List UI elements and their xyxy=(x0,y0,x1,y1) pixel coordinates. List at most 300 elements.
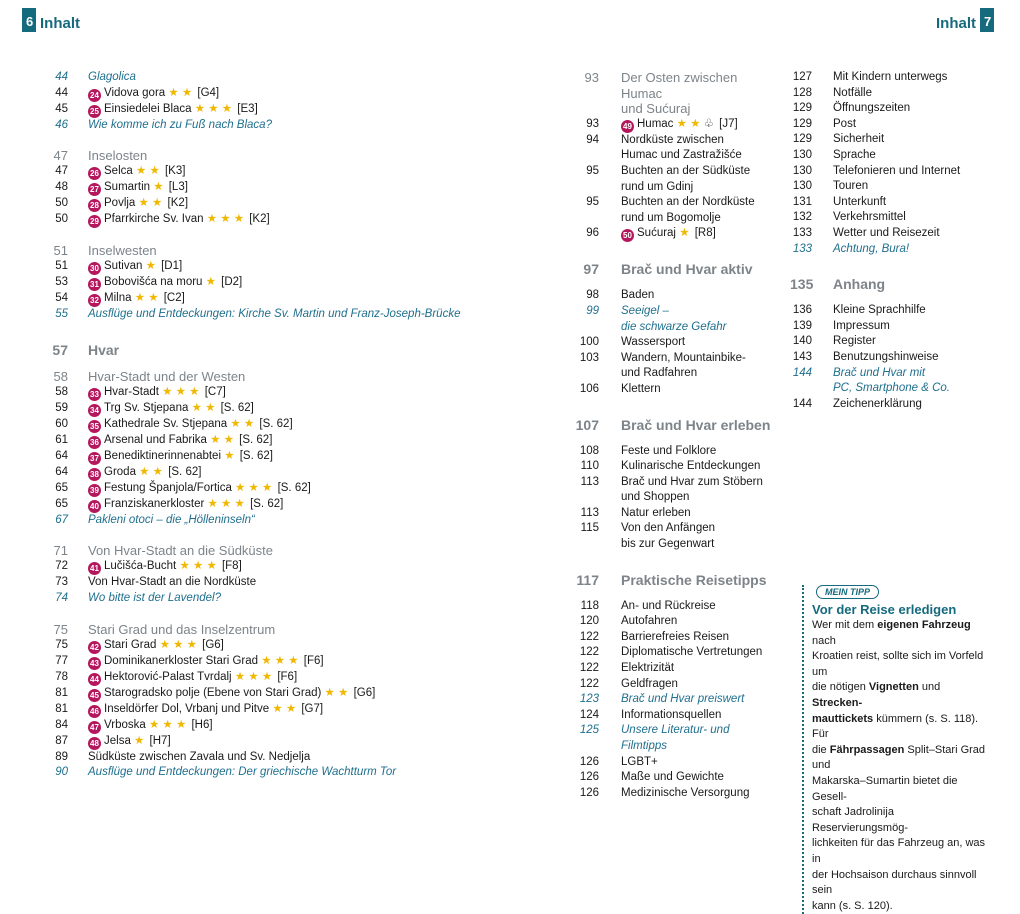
map-ref: [F8] xyxy=(218,560,242,573)
toc-entry xyxy=(575,226,775,242)
map-ref: [S. 62] xyxy=(235,433,273,446)
page-ref: 65 xyxy=(55,481,68,494)
entry-title xyxy=(88,654,532,670)
toc-entry xyxy=(52,686,532,702)
section-heading xyxy=(575,571,775,589)
tip-line: die Fährpassagen Split–Stari Grad und xyxy=(812,743,986,772)
entry-label: Pfarrkirche Sv. Ivan xyxy=(104,213,207,226)
toc-entry xyxy=(575,335,775,351)
entry-title xyxy=(88,385,532,401)
entry-label: Bobovišća na moru xyxy=(104,276,206,289)
page-ref: 143 xyxy=(792,350,812,363)
tip-title: Vor der Reise erledigen xyxy=(812,602,957,617)
page-ref: 133 xyxy=(792,242,812,255)
toc-entry xyxy=(790,350,990,366)
toc-entry xyxy=(790,334,990,350)
toc-entry xyxy=(575,101,775,117)
toc-entry xyxy=(575,320,775,336)
page-ref: 135 xyxy=(790,276,814,293)
entry-title: Brač und Hvar aktiv xyxy=(621,261,753,278)
toc-entry xyxy=(52,481,532,497)
poi-number-badge: 47 xyxy=(88,721,101,734)
tip-line: lichkeiten für das Fahrzeug an, was in xyxy=(812,837,986,865)
entry-title: PC, Smartphone & Co. xyxy=(833,382,950,395)
entry-title: Stari Grad und das Inselzentrum xyxy=(88,621,276,637)
page-ref: 122 xyxy=(579,677,599,690)
rating-stars: ★ ★ xyxy=(135,165,160,178)
toc-entry xyxy=(575,630,775,646)
page-ref: 72 xyxy=(55,560,68,573)
tip-line: kann (s. S. 120). xyxy=(812,899,893,912)
toc-entry xyxy=(575,304,775,320)
toc-entry xyxy=(52,401,532,417)
toc-entry xyxy=(575,677,775,693)
entry-title: Elektrizität xyxy=(621,662,675,675)
rating-stars: ★ ★ xyxy=(191,401,216,414)
section-heading xyxy=(790,275,990,293)
toc-entry xyxy=(52,702,532,718)
entry-title xyxy=(88,291,532,307)
page-ref: 46 xyxy=(55,118,68,131)
entry-label: Inseldörfer Dol, Vrbanj und Pitve xyxy=(104,702,273,715)
page-ref: 93 xyxy=(584,70,599,85)
page-ref: 126 xyxy=(579,771,599,784)
page-ref: 53 xyxy=(55,276,68,289)
toc-entry xyxy=(52,212,532,228)
page-ref: 54 xyxy=(55,292,68,305)
entry-title: Pakleni otoci – die „Hölleninseln“ xyxy=(88,513,255,526)
rating-stars: ★ xyxy=(145,260,156,273)
toc-entry xyxy=(52,243,532,259)
entry-title: rund um Gdinj xyxy=(621,180,694,193)
map-ref: [S. 62] xyxy=(165,465,202,478)
section-heading xyxy=(52,341,532,359)
page-ref: 94 xyxy=(586,133,599,146)
page-ref: 48 xyxy=(55,181,68,194)
page-ref xyxy=(575,537,599,553)
page-ref: 89 xyxy=(55,750,68,763)
map-ref: [G6] xyxy=(198,638,224,651)
page-ref: 123 xyxy=(579,693,599,706)
entry-title xyxy=(88,497,532,513)
rating-stars: ★ ★ ★ xyxy=(194,102,233,115)
entry-label: Hvar-Stadt xyxy=(104,385,163,398)
entry-title: Touren xyxy=(833,180,869,193)
page-ref: 132 xyxy=(792,211,812,224)
entry-title: Telefonieren und Internet xyxy=(833,164,961,177)
entry-title: Mit Kindern unterwegs xyxy=(833,71,948,83)
entry-title: Wo bitte ist der Lavendel? xyxy=(88,591,221,604)
page-ref xyxy=(575,320,599,336)
toc-entry xyxy=(790,117,990,133)
entry-title xyxy=(88,481,532,497)
entry-title: Diplomatische Vertretungen xyxy=(621,646,763,659)
rating-stars: ★ xyxy=(224,449,235,462)
toc-entry xyxy=(790,226,990,242)
toc-entry xyxy=(790,397,990,413)
poi-number-badge: 43 xyxy=(88,657,101,670)
page-ref: 65 xyxy=(55,497,68,510)
entry-label: Lučišća-Bucht xyxy=(104,560,180,573)
toc-entry xyxy=(575,506,775,522)
entry-label: Dominikanerkloster Stari Grad xyxy=(104,654,262,667)
entry-label: Benediktinerinnenabtei xyxy=(104,449,225,462)
entry-title: bis zur Gegenwart xyxy=(621,538,715,551)
toc-entry xyxy=(575,288,775,304)
poi-number-badge: 36 xyxy=(88,436,101,449)
entry-title: Seeigel – xyxy=(621,304,669,317)
map-ref: [L3] xyxy=(165,181,188,194)
map-ref: [H6] xyxy=(188,718,213,731)
poi-number-badge: 31 xyxy=(88,278,101,291)
toc-entry xyxy=(575,180,775,196)
entry-title xyxy=(88,212,532,228)
page-ref: 60 xyxy=(55,417,68,430)
entry-title: und Shoppen xyxy=(621,491,690,504)
entry-title: Brač und Hvar preiswert xyxy=(621,693,745,706)
page-ref: 133 xyxy=(792,226,812,239)
toc-entry xyxy=(52,369,532,385)
page-ref: 64 xyxy=(55,465,68,478)
entry-title: Sicherheit xyxy=(833,133,885,146)
poi-number-badge: 29 xyxy=(88,215,101,228)
toc-entry xyxy=(575,366,775,382)
toc-entry xyxy=(575,351,775,367)
map-ref: [E3] xyxy=(234,102,258,115)
toc-column-3 xyxy=(790,70,990,412)
rating-stars: ★ ★ xyxy=(676,117,701,130)
entry-title xyxy=(88,164,532,180)
entry-title: Kulinarische Entdeckungen xyxy=(621,460,761,473)
toc-entry xyxy=(575,211,775,227)
entry-title: An- und Rückreise xyxy=(621,599,716,612)
entry-title xyxy=(88,86,532,102)
entry-title xyxy=(88,102,532,118)
entry-title: Natur erleben xyxy=(621,506,691,519)
toc-entry xyxy=(790,366,990,382)
page-ref: 130 xyxy=(792,180,812,193)
toc-entry xyxy=(790,179,990,195)
entry-title: Wie komme ich zu Fuß nach Blaca? xyxy=(88,118,272,131)
page-ref: 55 xyxy=(55,308,68,321)
entry-title: Klettern xyxy=(621,382,661,395)
entry-title: Sprache xyxy=(833,148,876,161)
toc-entry xyxy=(52,164,532,180)
entry-label: Einsiedelei Blaca xyxy=(104,102,195,115)
entry-label: Sutivan xyxy=(104,260,146,273)
toc-entry xyxy=(52,559,532,575)
page-ref: 97 xyxy=(583,261,599,278)
rating-stars: ★ ★ xyxy=(324,686,349,699)
section-heading xyxy=(575,416,775,434)
entry-title: Anhang xyxy=(833,276,886,293)
entry-label: Festung Španjola/Fortica xyxy=(104,481,236,494)
page-ref: 57 xyxy=(52,341,68,358)
poi-number-badge: 44 xyxy=(88,673,101,686)
toc-entry xyxy=(790,242,990,258)
toc-entry xyxy=(52,513,532,529)
entry-title xyxy=(88,465,532,481)
rating-stars: ★ xyxy=(153,181,164,194)
page-ref: 74 xyxy=(55,591,68,604)
poi-number-badge: 28 xyxy=(88,199,101,212)
toc-entry xyxy=(575,786,775,802)
entry-title: Brač und Hvar mit xyxy=(833,366,926,379)
entry-title: LGBT+ xyxy=(621,755,658,768)
header-title-left: Inhalt xyxy=(40,15,80,32)
entry-title: Kleine Sprachhilfe xyxy=(833,304,926,317)
entry-title: Von Hvar-Stadt an die Südküste xyxy=(88,543,274,559)
page-ref: 103 xyxy=(579,351,599,364)
entry-label: Sumartin xyxy=(104,181,154,194)
toc-entry xyxy=(52,575,532,591)
map-ref: [D1] xyxy=(157,260,183,273)
rating-stars: ★ ★ xyxy=(272,702,297,715)
toc-entry xyxy=(52,449,532,465)
toc-entry xyxy=(52,765,532,781)
toc-entry xyxy=(52,433,532,449)
toc-entry xyxy=(52,118,532,134)
entry-title: Verkehrsmittel xyxy=(833,211,906,224)
entry-title: Von den Anfängen xyxy=(621,522,716,535)
entry-title xyxy=(88,433,532,449)
poi-number-badge: 33 xyxy=(88,388,101,401)
rating-stars: ★ ★ ★ xyxy=(148,718,187,731)
page-ref: 144 xyxy=(792,366,812,379)
entry-label: Sućuraj xyxy=(637,227,680,240)
page-ref: 106 xyxy=(579,382,599,395)
entry-title: Buchten an der Südküste xyxy=(621,164,751,177)
entry-title xyxy=(88,401,532,417)
page-number-left: 6 xyxy=(22,8,36,32)
page-ref: 58 xyxy=(55,385,68,398)
entry-title: Post xyxy=(833,117,857,130)
page-ref xyxy=(575,366,599,382)
page-ref: 44 xyxy=(55,71,68,83)
entry-title: Praktische Reisetipps xyxy=(621,571,767,588)
page-ref xyxy=(575,211,599,227)
page-ref: 110 xyxy=(580,460,599,473)
entry-title xyxy=(88,638,532,654)
map-ref: [H7] xyxy=(146,734,171,747)
toc-entry xyxy=(52,497,532,513)
rating-stars: ★ ★ ★ xyxy=(235,481,273,494)
rating-stars: ★ ★ xyxy=(138,197,163,210)
entry-title: Geldfragen xyxy=(621,677,678,690)
entry-title: Maße und Gewichte xyxy=(621,771,724,784)
poi-number-badge: 49 xyxy=(621,120,634,133)
page-ref: 95 xyxy=(586,164,599,177)
entry-title: Benutzungshinweise xyxy=(833,350,939,363)
entry-title: Öffnungszeiten xyxy=(833,102,911,115)
entry-title: Brač und Hvar erleben xyxy=(621,416,771,433)
toc-entry xyxy=(52,275,532,291)
entry-label: Hektorović-Palast Tvrdalj xyxy=(104,670,235,683)
entry-title: Buchten an der Nordküste xyxy=(621,196,755,209)
toc-entry xyxy=(575,723,775,754)
page-ref: 50 xyxy=(55,197,68,210)
entry-title xyxy=(88,196,532,212)
page-ref: 127 xyxy=(792,71,812,83)
entry-label: Povlja xyxy=(104,197,139,210)
entry-label: Humac xyxy=(637,117,677,130)
page-ref: 81 xyxy=(55,702,68,715)
poi-number-badge: 32 xyxy=(88,294,101,307)
toc-entry xyxy=(575,661,775,677)
poi-number-badge: 48 xyxy=(88,737,101,750)
tip-line: der Hochsaison durchaus sinnvoll sein xyxy=(812,868,977,897)
poi-number-badge: 30 xyxy=(88,262,101,275)
map-ref: [S. 62] xyxy=(256,417,293,430)
rating-stars: ★ ★ ★ xyxy=(159,638,197,651)
toc-entry xyxy=(575,537,775,553)
entry-title: und Sućuraj xyxy=(621,101,691,117)
poi-number-badge: 40 xyxy=(88,500,101,513)
rating-stars: ★ ★ ★ xyxy=(234,670,273,683)
map-ref: [D2] xyxy=(217,276,243,289)
tip-line: mauttickets kümmern (s. S. 118). Für xyxy=(812,712,979,741)
tip-line: Makarska–Sumartin bietet die Gesell- xyxy=(812,774,958,803)
page-ref: 136 xyxy=(792,304,812,317)
toc-entry xyxy=(575,70,775,101)
page-ref xyxy=(575,101,599,117)
poi-number-badge: 24 xyxy=(88,89,101,102)
page-ref xyxy=(790,381,812,397)
entry-title: Barrierefreies Reisen xyxy=(621,630,730,643)
family-icon: ♧ xyxy=(700,117,714,130)
rating-stars: ★ ★ ★ xyxy=(261,654,299,667)
page-ref: 126 xyxy=(579,786,599,799)
entry-title xyxy=(88,702,532,718)
entry-title: Unsere Literatur- und Filmtipps xyxy=(621,724,730,752)
map-ref: [K2] xyxy=(246,213,270,226)
page-ref: 113 xyxy=(580,506,599,519)
entry-label: Trg Sv. Stjepana xyxy=(104,401,192,414)
poi-number-badge: 26 xyxy=(88,167,101,180)
entry-label: Selca xyxy=(104,165,136,178)
poi-number-badge: 46 xyxy=(88,705,101,718)
entry-title xyxy=(88,180,532,196)
entry-label: Arsenal und Fabrika xyxy=(104,433,211,446)
page-ref: 51 xyxy=(53,243,68,259)
entry-title: Notfälle xyxy=(833,86,872,99)
entry-title xyxy=(88,417,532,433)
toc-entry xyxy=(790,86,990,102)
toc-entry xyxy=(52,465,532,481)
rating-stars: ★ ★ xyxy=(139,465,163,478)
toc-entry xyxy=(790,164,990,180)
toc-entry xyxy=(52,543,532,559)
toc-entry xyxy=(575,770,775,786)
toc-entry xyxy=(52,196,532,212)
toc-entry xyxy=(790,319,990,335)
map-ref: [J7] xyxy=(715,117,738,130)
tip-line: die nötigen Vignetten und Strecken- xyxy=(812,681,941,709)
page-ref: 96 xyxy=(586,227,599,240)
toc-entry xyxy=(52,180,532,196)
toc-entry xyxy=(575,459,775,475)
header-title-right: Inhalt xyxy=(936,15,976,32)
entry-title xyxy=(88,718,532,734)
poi-number-badge: 39 xyxy=(88,484,101,497)
page-ref: 122 xyxy=(579,630,599,643)
page-ref: 140 xyxy=(792,335,812,348)
entry-title xyxy=(88,275,532,291)
entry-title: Medizinische Versorgung xyxy=(621,786,750,799)
toc-entry xyxy=(52,102,532,118)
entry-title: Feste und Folklore xyxy=(621,444,717,457)
page-ref: 120 xyxy=(579,615,599,628)
poi-number-badge: 45 xyxy=(88,689,101,702)
map-ref: [F6] xyxy=(300,654,324,667)
toc-entry xyxy=(575,755,775,771)
toc-entry xyxy=(575,133,775,149)
page-ref: 47 xyxy=(53,148,68,164)
entry-title xyxy=(88,686,532,702)
page-ref: 81 xyxy=(55,686,68,699)
page-ref: 77 xyxy=(55,654,68,667)
page-ref: 129 xyxy=(792,133,812,146)
entry-title: die schwarze Gefahr xyxy=(621,320,727,333)
map-ref: [C2] xyxy=(160,292,185,305)
entry-title xyxy=(88,670,532,686)
entry-title xyxy=(88,449,532,465)
toc-entry xyxy=(52,148,532,164)
entry-title: Hvar-Stadt und der Westen xyxy=(88,368,246,384)
page-ref: 117 xyxy=(576,571,599,588)
toc-column-2 xyxy=(575,70,775,801)
entry-title: Ausflüge und Entdeckungen: Kirche Sv. Martin und Franz-Joseph-Brücke xyxy=(88,308,461,321)
toc-entry xyxy=(52,638,532,654)
page-ref xyxy=(575,490,599,506)
entry-title xyxy=(88,259,532,275)
entry-title: Inselosten xyxy=(88,148,148,164)
page-ref: 71 xyxy=(53,543,68,559)
map-ref: [S. 62] xyxy=(236,449,273,462)
toc-entry xyxy=(52,417,532,433)
entry-title xyxy=(621,117,775,133)
page-ref: 115 xyxy=(580,522,599,535)
map-ref: [G6] xyxy=(350,686,376,699)
toc-entry xyxy=(52,654,532,670)
toc-entry xyxy=(575,645,775,661)
entry-title xyxy=(88,559,532,575)
page-ref: 139 xyxy=(792,319,812,332)
poi-number-badge: 35 xyxy=(88,420,101,433)
entry-title: Informationsquellen xyxy=(621,708,722,721)
poi-number-badge: 37 xyxy=(88,452,101,465)
page-ref: 64 xyxy=(55,449,68,462)
toc-entry xyxy=(52,259,532,275)
toc-entry xyxy=(790,210,990,226)
entry-title xyxy=(88,734,532,750)
entry-title: Ausflüge und Entdeckungen: Der griechische Wachtturm Tor xyxy=(88,766,397,779)
mein-tipp-badge: MEIN TIPP xyxy=(816,585,879,599)
toc-entry xyxy=(575,692,775,708)
toc-entry xyxy=(52,670,532,686)
page-ref: 95 xyxy=(586,196,599,209)
entry-label: Kathedrale Sv. Stjepana xyxy=(104,417,231,430)
header-left xyxy=(22,8,84,32)
page-ref: 73 xyxy=(55,576,68,589)
rating-stars: ★ ★ xyxy=(168,86,193,99)
page-ref: 45 xyxy=(55,102,68,115)
entry-title: Impressum xyxy=(833,319,890,332)
entry-title: Register xyxy=(833,335,876,348)
entry-title: rund um Bogomolje xyxy=(621,211,721,224)
map-ref: [S. 62] xyxy=(274,481,311,494)
rating-stars: ★ xyxy=(679,227,690,240)
